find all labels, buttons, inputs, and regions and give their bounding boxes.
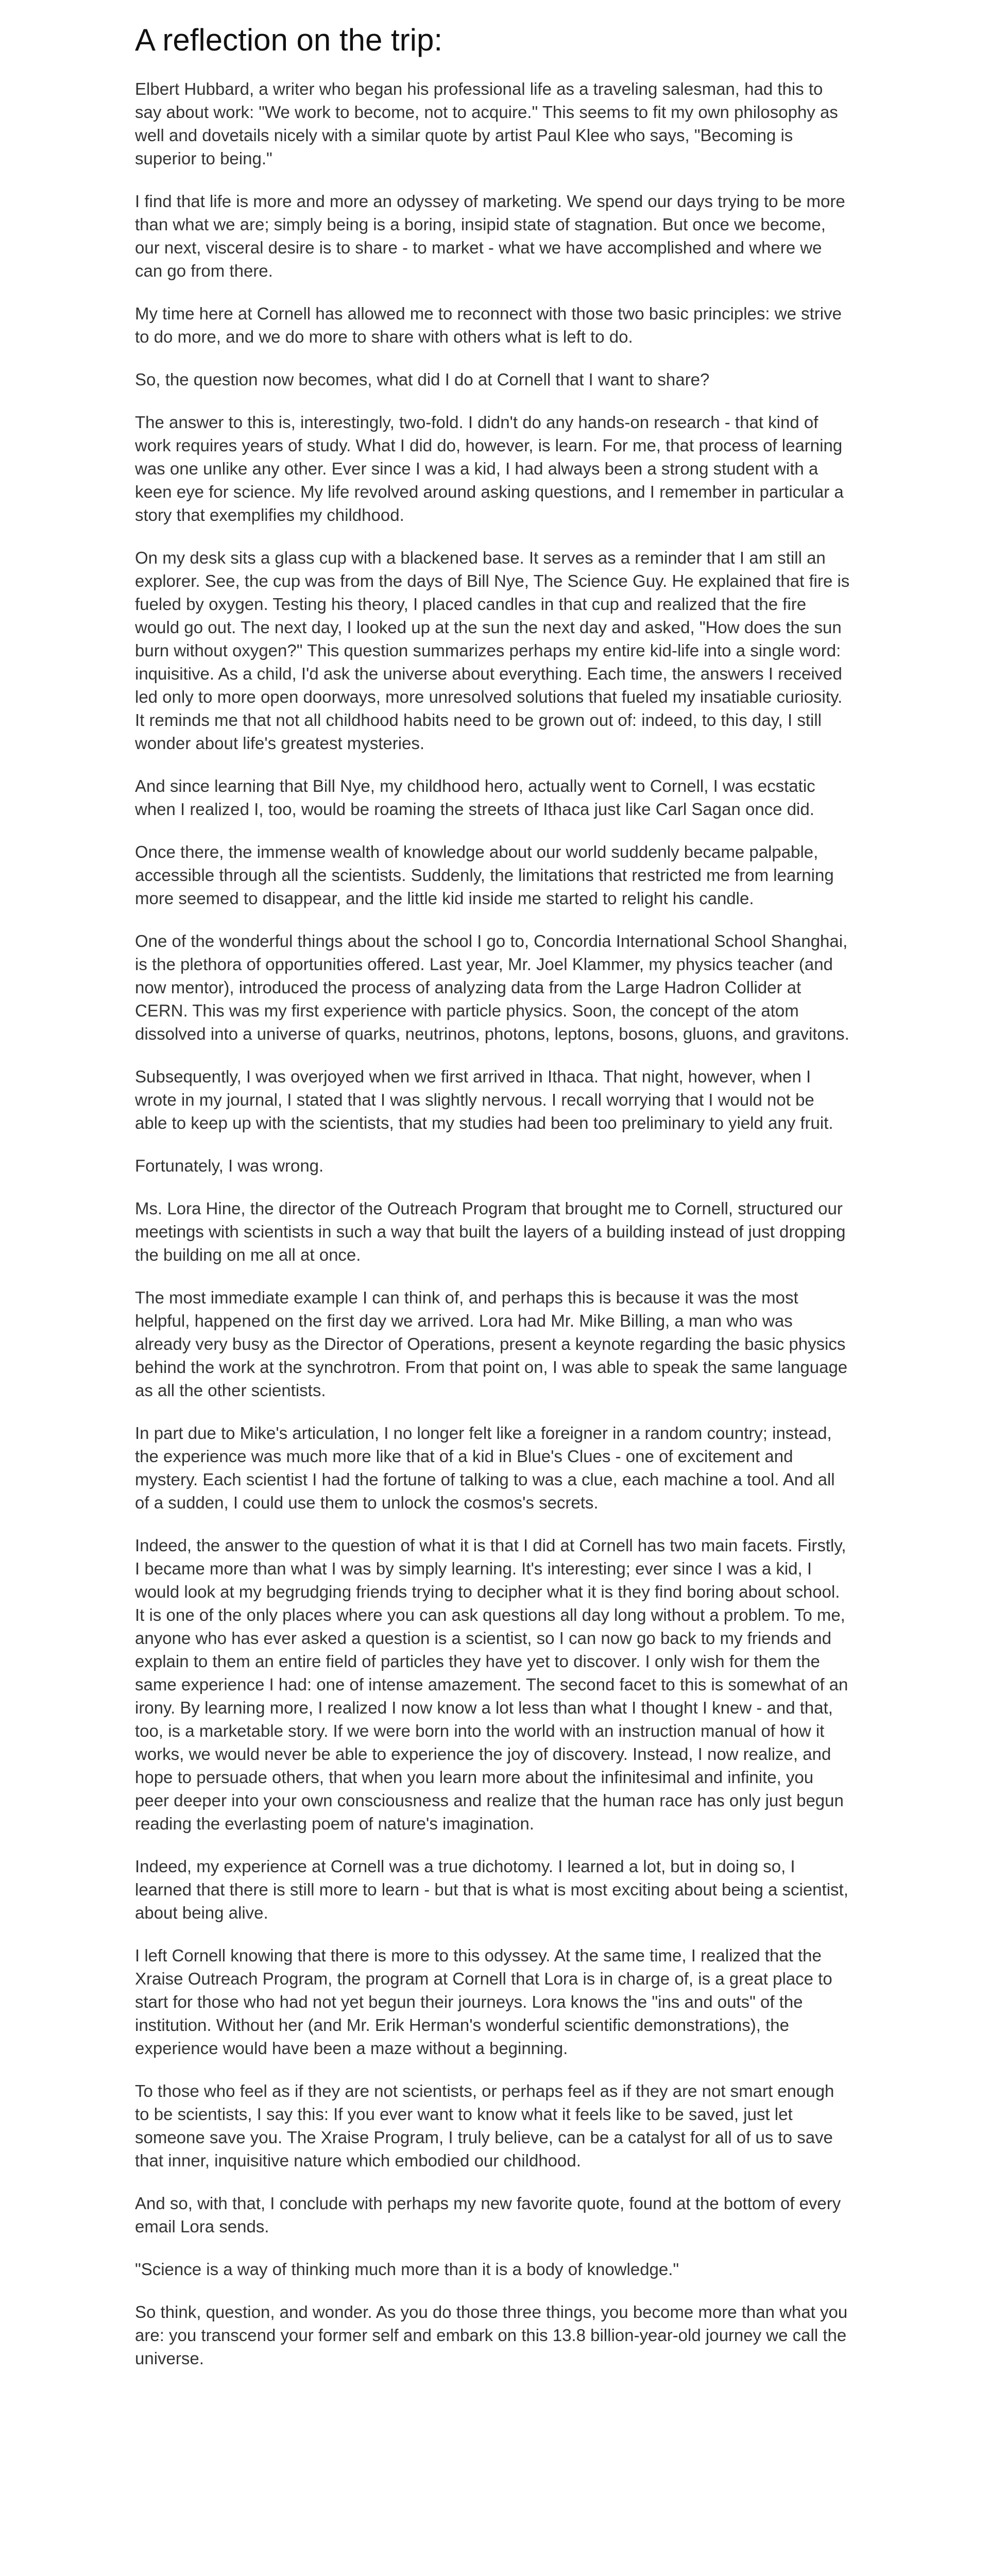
essay-body — [135, 77, 851, 2389]
paragraph: I find that life is more and more an odyssey of marketing. We spend our days trying to be more than what we are; simply being is a boring, insipid state of stagnation. But once we become, our next, visceral desire is to share - to market - what we have accomplished and where we can go from there. — [135, 192, 845, 280]
paragraph: Indeed, my experience at Cornell was a true dichotomy. I learned a lot, but in doing so, I learned that there is still more to learn - but that is what is most exciting about being a scientist, about being alive. — [135, 1857, 848, 1922]
paragraph: And so, with that, I conclude with perhaps my new favorite quote, found at the bottom of every email Lora sends. — [135, 2194, 841, 2236]
paragraph: Fortunately, I was wrong. — [135, 1156, 324, 1175]
paragraph: The answer to this is, interestingly, two-fold. I didn't do any hands-on research - that kind of work requires years of study. What I did do, however, is learn. For me, that process of learning was one unlike any other. Ever since I was a kid, I had always been a strong student with a keen eye for science. My life revolved around asking questions, and I remember in particular a story that exemplifies my childhood. — [135, 413, 844, 524]
paragraph: The most immediate example I can think of, and perhaps this is because it was the most helpful, happened on the first day we arrived. Lora had Mr. Mike Billing, a man who was already very busy as the Director of Operations, present a keynote regarding the basic physics behind the work at the synchrotron. From that point on, I was able to speak the same language as all the other scientists. — [135, 1288, 848, 1400]
closing-paragraph: So think, question, and wonder. As you do those three things, you become more than what you are: you transcend your former self and embark on this 13.8 billion-year-old journey we call the universe. — [135, 2302, 848, 2368]
paragraph: Ms. Lora Hine, the director of the Outreach Program that brought me to Cornell, structured our meetings with scientists in such a way that built the layers of a building instead of just dropping the building on me all at once. — [135, 1199, 846, 1264]
paragraph: One of the wonderful things about the school I go to, Concordia International School Shanghai, is the plethora of opportunities offered. Last year, Mr. Joel Klammer, my physics teacher (and now mentor), introduced the process of analyzing data from the Large Hadron Collider at CERN. This was my first experience with particle physics. Soon, the concept of the atom dissolved into a universe of quarks, neutrinos, photons, leptons, bosons, gluons, and gravitons. — [135, 931, 849, 1043]
paragraph: So, the question now becomes, what did I do at Cornell that I want to share? — [135, 370, 710, 389]
paragraph: Elbert Hubbard, a writer who began his professional life as a traveling salesman, had this to say about work: "We work to become, not to acquire." This seems to fit my own philosophy as well and dovetails nicely with a similar quote by artist Paul Klee who says, "Becoming is superior to being." — [135, 79, 838, 168]
paragraph: Subsequently, I was overjoyed when we first arrived in Ithaca. That night, however, when I wrote in my journal, I stated that I was slightly nervous. I recall worrying that I would not be able to keep up with the scientists, that my studies had been too preliminary to yield any fruit. — [135, 1067, 833, 1132]
paragraph: And since learning that Bill Nye, my childhood hero, actually went to Cornell, I was ecstatic when I realized I, too, would be roaming the streets of Ithaca just like Carl Sagan once did. — [135, 776, 815, 819]
page-title: A reflection on the trip: — [135, 23, 443, 57]
paragraph: I left Cornell knowing that there is more to this odyssey. At the same time, I realized that the Xraise Outreach Program, the program at Cornell that Lora is in charge of, is a great place to start for those who had not yet begun their journeys. Lora knows the "ins and outs" of the institution. Without her (and Mr. Erik Herman's wonderful scientific demonstrations), the experience would have been a maze without a beginning. — [135, 1946, 832, 2058]
paragraph: To those who feel as if they are not scientists, or perhaps feel as if they are not smart enough to be scientists, I say this: If you ever want to know what it feels like to be saved, just let someone save you. The Xraise Program, I truly believe, can be a catalyst for all of us to save that inner, inquisitive nature which embodied our childhood. — [135, 2081, 834, 2170]
paragraph: On my desk sits a glass cup with a blackened base. It serves as a reminder that I am still an explorer. See, the cup was from the days of Bill Nye, The Science Guy. He explained that fire is fueled by oxygen. Testing his theory, I placed candles in that cup and realized that the fire would go out. The next day, I looked up at the sun the next day and asked, "How does the sun burn without oxygen?" This question summarizes perhaps my entire kid-life into a single word: inquisitive. As a child, I'd ask the universe about everything. Each time, the answers I received led only to more open doorways, more unresolved solutions that fueled my insatiable curiosity. It reminds me that not all childhood habits need to be grown out of: indeed, to this day, I still wonder about life's greatest mysteries. — [135, 548, 850, 753]
paragraph: Once there, the immense wealth of knowledge about our world suddenly became palpable, accessible through all the scientists. Suddenly, the limitations that restricted me from learning more seemed to disappear, and the little kid inside me started to relight his candle. — [135, 842, 834, 908]
quote-paragraph: "Science is a way of thinking much more than it is a body of knowledge." — [135, 2260, 679, 2279]
paragraph: In part due to Mike's articulation, I no longer felt like a foreigner in a random country; instead, the experience was much more like that of a kid in Blue's Clues - one of excitement and mystery. Each scientist I had the fortune of talking to was a clue, each machine a tool. And all of a sudden, I could use them to unlock the cosmos's secrets. — [135, 1423, 835, 1512]
paragraph: Indeed, the answer to the question of what it is that I did at Cornell has two main facets. Firstly, I became more than what I was by simply learning. It's interesting; ever since I was a kid, I would look at my begrudging friends trying to decipher what it is they find boring about school. It is one of the only places where you can ask questions all day long without a problem. To me, anyone who has ever asked a question is a scientist, so I can now go back to my friends and explain to them an entire field of particles they have yet to discover. I only wish for them the same experience I had: one of intense amazement. The second facet to this is somewhat of an irony. By learning more, I realized I now know a lot less than what I thought I knew - and that, too, is a marketable story. If we were born into the world with an instruction manual of how it works, we would never be able to experience the joy of discovery. Instead, I now realize, and hope to persuade others, that when you learn more about the infinitesimal and infinite, you peer deeper into your own consciousness and realize that the human race has only just begun reading the everlasting poem of nature's imagination. — [135, 1536, 848, 1833]
paragraph: My time here at Cornell has allowed me to reconnect with those two basic principles: we strive to do more, and we do more to share with others what is left to do. — [135, 304, 842, 346]
